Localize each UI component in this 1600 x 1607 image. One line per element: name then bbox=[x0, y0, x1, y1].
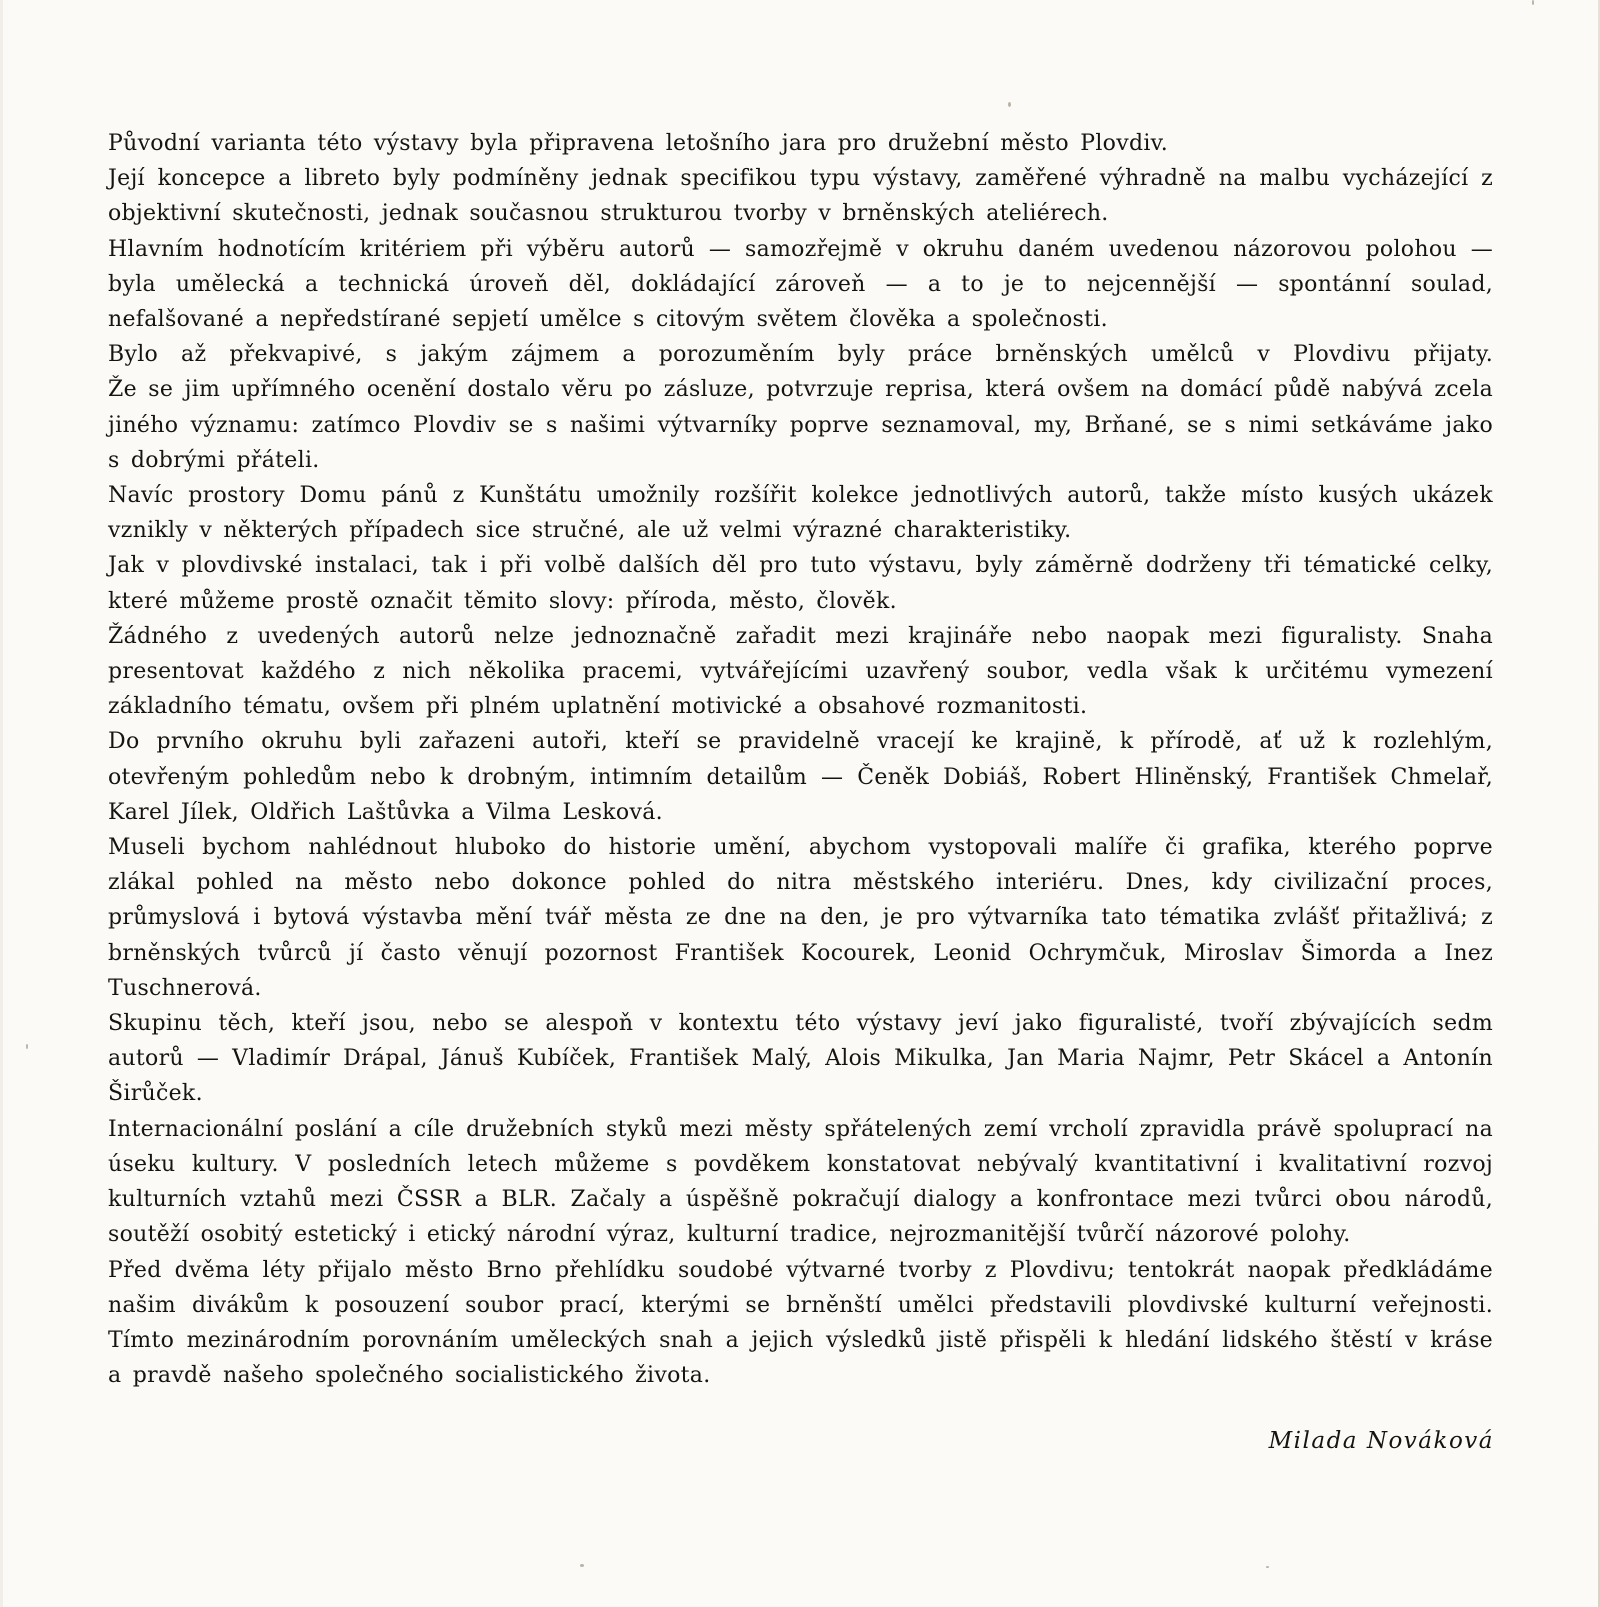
paper-speck bbox=[1266, 1566, 1269, 1568]
page-left-edge bbox=[0, 0, 3, 1607]
paper-speck bbox=[1532, 0, 1534, 5]
paragraph-6: Navíc prostory Domu pánů z Kunštátu umožnily rozšířit kolekce jednotlivých autorů, takže místo kusých ukázek vznikly v některých případech sice stručné, ale už velmi výrazné charakteristiky. bbox=[108, 483, 1493, 544]
paragraph-10: Museli bychom nahlédnout hluboko do historie umění, abychom vystopovali malíře či grafika, kterého poprve zlákal pohled na město nebo dokonce pohled do nitra městského interiéru. Dnes, kdy civilizační proces, průmyslová i bytová výstavba mění tvář města ze dne na den, je pro výtvarníka tato tématika zvlášť přitažlivá; z brněnských tvůrců jí často věnují pozornost František Kocourek, Leonid Ochrymčuk, Miroslav Šimorda a Inez Tuschnerová. bbox=[108, 835, 1493, 1001]
paragraph-11: Skupinu těch, kteří jsou, nebo se alespoň v kontextu této výstavy jeví jako figuralisté, tvoří zbývajících sedm autorů — Vladimír Drápal, Jánuš Kubíček, František Malý, Alois Mikulka, Jan Maria Najmr, Petr Skácel a Antonín Širůček. bbox=[108, 1011, 1493, 1107]
paragraph-12: Internacionální poslání a cíle družebních styků mezi městy spřátelených zemí vrcholí zpravidla právě spoluprací na úseku kultury. V posledních letech můžeme s povděkem konstatovat nebývalý kvantitativní i kvalitativní rozvoj kulturních vztahů mezi ČSSR a BLR. Začaly a úspěšně pokračují dialogy a konfrontace mezi tvůrci obou národů, soutěží osobitý estetický i etický národní výraz, kulturní tradice, nejrozmanitější tvůrčí názorové polohy. bbox=[108, 1116, 1493, 1248]
paragraph-9: Do prvního okruhu byli zařazeni autoři, kteří se pravidelně vracejí ke krajině, k přírodě, ať už k rozlehlým, otevřeným pohledům nebo k drobným, intimním detailům — Čeněk Dobiáš, Robert Hliněnský, František Chmelař, Karel Jílek, Oldřich Laštůvka a Vilma Lesková. bbox=[108, 729, 1493, 825]
article-text bbox=[108, 126, 1493, 1393]
paragraph-1: Původní varianta této výstavy byla připravena letošního jara pro družební město Plovdiv. bbox=[108, 131, 1169, 156]
paper-speck bbox=[1008, 102, 1011, 107]
paragraph-8: Žádného z uvedených autorů nelze jednoznačně zařadit mezi krajináře nebo naopak mezi figuralisty. Snaha presentovat každého z nich několika pracemi, vytvářejícími uzavřený soubor, vedla však k určitému vymezení základního tématu, ovšem při plném uplatnění motivické a obsahové rozmanitosti. bbox=[108, 623, 1493, 720]
paragraph-3: Hlavním hodnotícím kritériem při výběru autorů — samozřejmě v okruhu daném uvedenou názorovou polohou — byla umělecká a technická úroveň děl, dokládající zároveň — a to je to nejcennější — spontánní soulad, nefalšované a nepředstírané sepjetí umělce s citovým světem člověka a společnosti. bbox=[108, 236, 1493, 333]
paper-speck bbox=[26, 1044, 28, 1049]
paper-speck bbox=[580, 1564, 584, 1567]
paragraph-2: Její koncepce a libreto byly podmíněny jednak specifikou typu výstavy, zaměřené výhradně na malbu vycházející z objektivní skutečnosti, jednak současnou strukturou tvorby v brněnských ateliérech. bbox=[108, 166, 1493, 227]
paragraph-4: Bylo až překvapivé, s jakým zájmem a porozuměním byly práce brněnských umělců v Plovdivu přijaty. bbox=[108, 342, 1493, 368]
paragraph-7: Jak v plovdivské instalaci, tak i při volbě dalších děl pro tuto výstavu, byly záměrně dodrženy tři tématické celky, které můžeme prostě označit těmito slovy: příroda, město, člověk. bbox=[108, 553, 1493, 614]
paragraph-5: Že se jim upřímného ocenění dostalo věru po zásluze, potvrzuje reprisa, která ovšem na domácí půdě nabývá zcela jiného významu: zatímco Plovdiv se s našimi výtvarníky poprve seznamoval, my, Brňané, se s nimi setkáváme jako s dobrými přáteli. bbox=[108, 377, 1493, 473]
paragraph-13: Před dvěma léty přijalo město Brno přehlídku soudobé výtvarné tvorby z Plovdivu; tentokrát naopak předkládáme našim divákům k posouzení soubor prací, kterými se brněnští umělci představili plovdivské kulturní veřejnosti. Tímto mezinárodním porovnáním uměleckých snah a jejich výsledků jistě přispěli k hledání lidského štěstí v kráse a pravdě našeho společného socialistického života. bbox=[108, 1257, 1493, 1389]
author-signature: Milada Nováková bbox=[1268, 1428, 1494, 1454]
